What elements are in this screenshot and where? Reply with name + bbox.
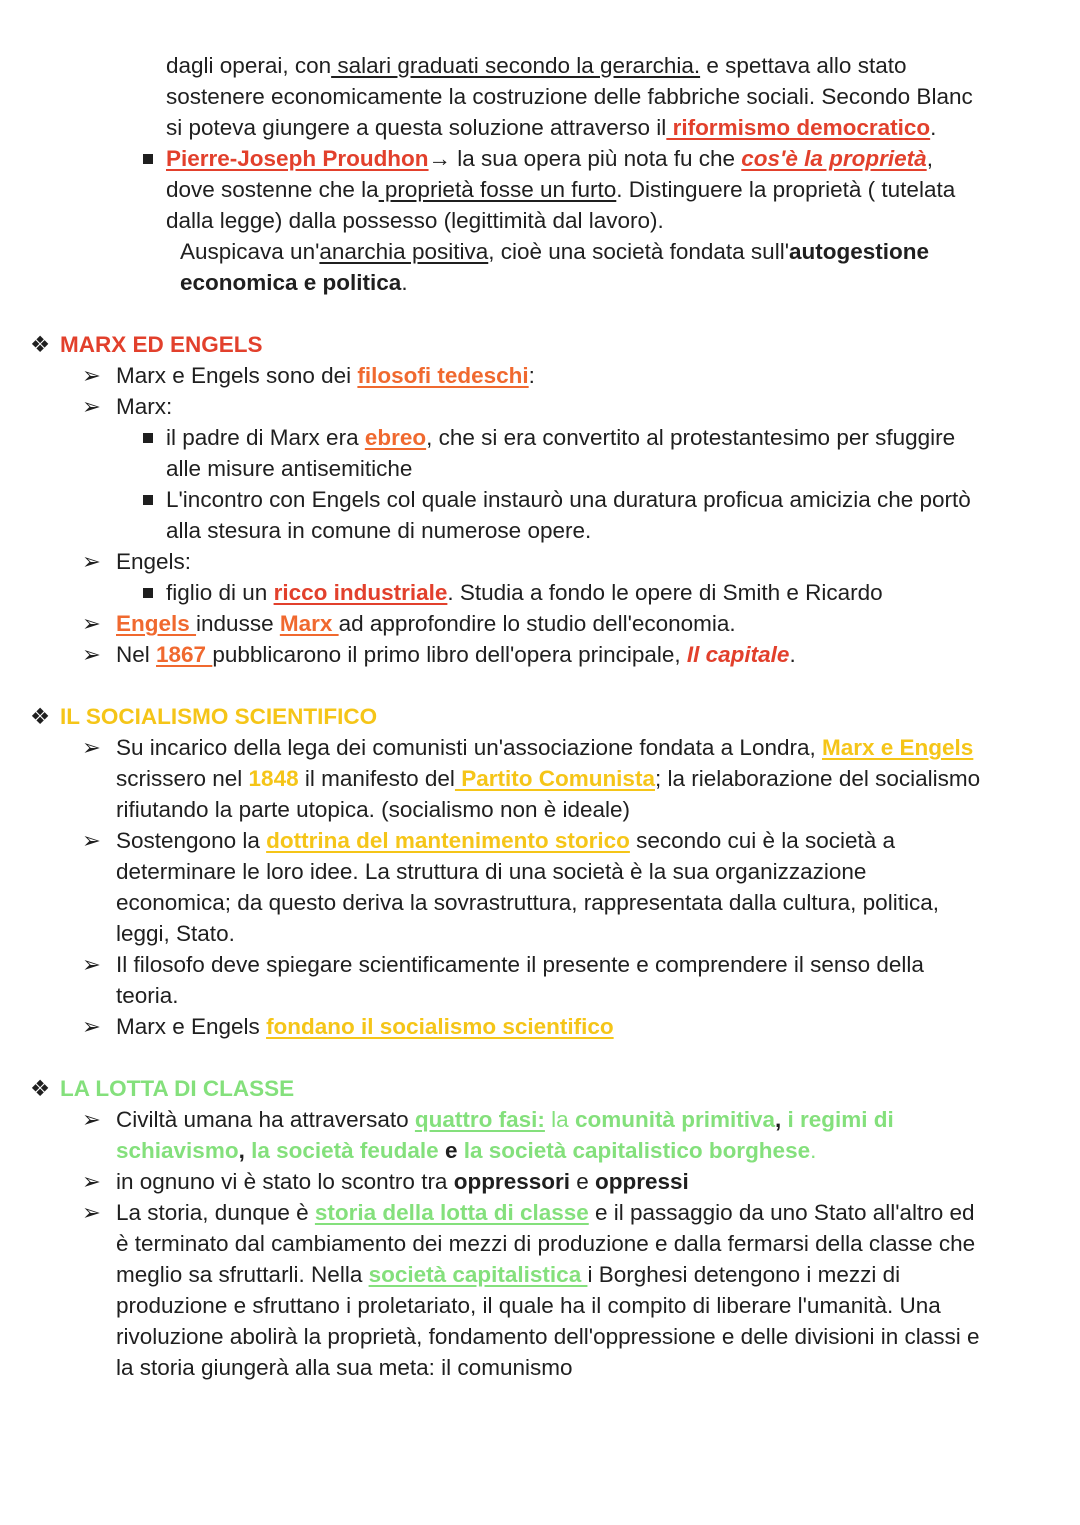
text-line: alle misure antisemitiche <box>166 456 413 481</box>
arrow-item: ➢ Su incarico della lega dei comunisti un'associazione fondata a Londra, Marx e Engels <box>116 732 1080 763</box>
text-line: rivoluzione abolirà la proprietà, fondamento dell'oppressione e delle divisioni in classi e <box>116 1324 980 1349</box>
square-item: figlio di un ricco industriale. Studia a fondo le opere di Smith e Ricardo <box>166 577 1080 608</box>
text-line: dalla legge) dalla possesso (legittimità dal lavoro). <box>166 208 664 233</box>
square-item: L'incontro con Engels col quale instaurò una duratura proficua amicizia che portò <box>166 484 1080 515</box>
arrow-bullet-icon: ➢ <box>82 549 101 574</box>
bullet-proudhon: Pierre-Joseph Proudhon→ la sua opera più nota fu che cos'è la proprietà, <box>166 143 1080 174</box>
text-line: la storia giungerà alla sua meta: il comunismo <box>116 1355 573 1380</box>
section-heading-marx: ❖ MARX ED ENGELS <box>60 329 1080 360</box>
text-line: scrissero nel 1848 il manifesto del Partito Comunista; la rielaborazione del socialismo <box>116 766 981 791</box>
arrow-item: ➢ Il filosofo deve spiegare scientificamente il presente e comprendere il senso della <box>116 949 1080 980</box>
arrow-item: ➢ Marx e Engels fondano il socialismo scientifico <box>116 1011 1080 1042</box>
text-line: schiavismo, la società feudale e la società capitalistico borghese. <box>116 1138 817 1163</box>
arrow-item: ➢ in ognuno vi è stato lo scontro tra oppressori e oppressi <box>116 1166 1080 1197</box>
text-line: sostenere economicamente la costruzione delle fabbriche sociali. Secondo Blanc <box>166 84 973 109</box>
text-line: economica; da questo deriva la sovrastruttura, rappresentata dalla cultura, politica, <box>116 890 939 915</box>
text-line: si poteva giungere a questa soluzione attraverso il riformismo democratico. <box>166 115 937 140</box>
arrow-bullet-icon: ➢ <box>82 1200 101 1225</box>
diamond-bullet-icon: ❖ <box>30 704 51 729</box>
arrow-bullet-icon: ➢ <box>82 611 101 636</box>
arrow-item: ➢ Marx e Engels sono dei filosofi tedeschi: <box>116 360 1080 391</box>
arrow-item: ➢ Sostengono la dottrina del mantenimento storico secondo cui è la società a <box>116 825 1080 856</box>
arrow-bullet-icon: ➢ <box>82 363 101 388</box>
arrow-bullet-icon: ➢ <box>82 828 101 853</box>
arrow-item: ➢ Engels indusse Marx ad approfondire lo studio dell'economia. <box>116 608 1080 639</box>
arrow-item: ➢ La storia, dunque è storia della lotta di classe e il passaggio da uno Stato all'altro ed <box>116 1197 1080 1228</box>
arrow-bullet-icon: ➢ <box>82 1169 101 1194</box>
notes-page <box>0 50 1080 1383</box>
section-heading-socialismo: ❖ IL SOCIALISMO SCIENTIFICO <box>60 701 1080 732</box>
text-line: rifiutando la parte utopica. (socialismo non è ideale) <box>116 797 631 822</box>
diamond-bullet-icon: ❖ <box>30 1076 51 1101</box>
text-line: dagli operai, con salari graduati secondo la gerarchia. e spettava allo stato <box>166 53 907 78</box>
text-line: Auspicava un'anarchia positiva, cioè una società fondata sull'autogestione <box>180 239 930 264</box>
arrow-bullet-icon: ➢ <box>82 952 101 977</box>
arrow-bullet-icon: ➢ <box>82 642 101 667</box>
text-line: è terminato dal cambiamento dei mezzi di produzione e dalla fermarsi della classe che <box>116 1231 976 1256</box>
arrow-bullet-icon: ➢ <box>82 1014 101 1039</box>
square-bullet-icon <box>143 588 153 598</box>
text-line: alla stesura in comune di numerose opere. <box>166 518 592 543</box>
arrow-bullet-icon: ➢ <box>82 1107 101 1132</box>
arrow-bullet-icon: ➢ <box>82 735 101 760</box>
arrow-item: ➢ Nel 1867 pubblicarono il primo libro dell'opera principale, Il capitale. <box>116 639 1080 670</box>
square-item: il padre di Marx era ebreo, che si era convertito al protestantesimo per sfuggire <box>166 422 1080 453</box>
square-bullet-icon <box>143 154 153 164</box>
square-bullet-icon <box>143 433 153 443</box>
arrow-item: ➢ Engels: <box>116 546 1080 577</box>
diamond-bullet-icon: ❖ <box>30 332 51 357</box>
square-bullet-icon <box>143 495 153 505</box>
text-line: economica e politica. <box>180 270 408 295</box>
text-line: determinare le loro idee. La struttura di una società è la sua organizzazione <box>116 859 867 884</box>
text-line: meglio sa sfruttarli. Nella società capitalistica i Borghesi detengono i mezzi di <box>116 1262 901 1287</box>
arrow-item: ➢ Civiltà umana ha attraversato quattro fasi: la comunità primitiva, i regimi di <box>116 1104 1080 1135</box>
text-line: produzione e sfruttano i proletariato, il quale ha il compito di liberare l'umanità. Una <box>116 1293 941 1318</box>
text-line: leggi, Stato. <box>116 921 235 946</box>
arrow-bullet-icon: ➢ <box>82 394 101 419</box>
text-line: teoria. <box>116 983 179 1008</box>
arrow-item: ➢ Marx: <box>116 391 1080 422</box>
section-heading-lotta: ❖ LA LOTTA DI CLASSE <box>60 1073 1080 1104</box>
text-line: dove sostenne che la proprietà fosse un furto. Distinguere la proprietà ( tutelata <box>166 177 956 202</box>
